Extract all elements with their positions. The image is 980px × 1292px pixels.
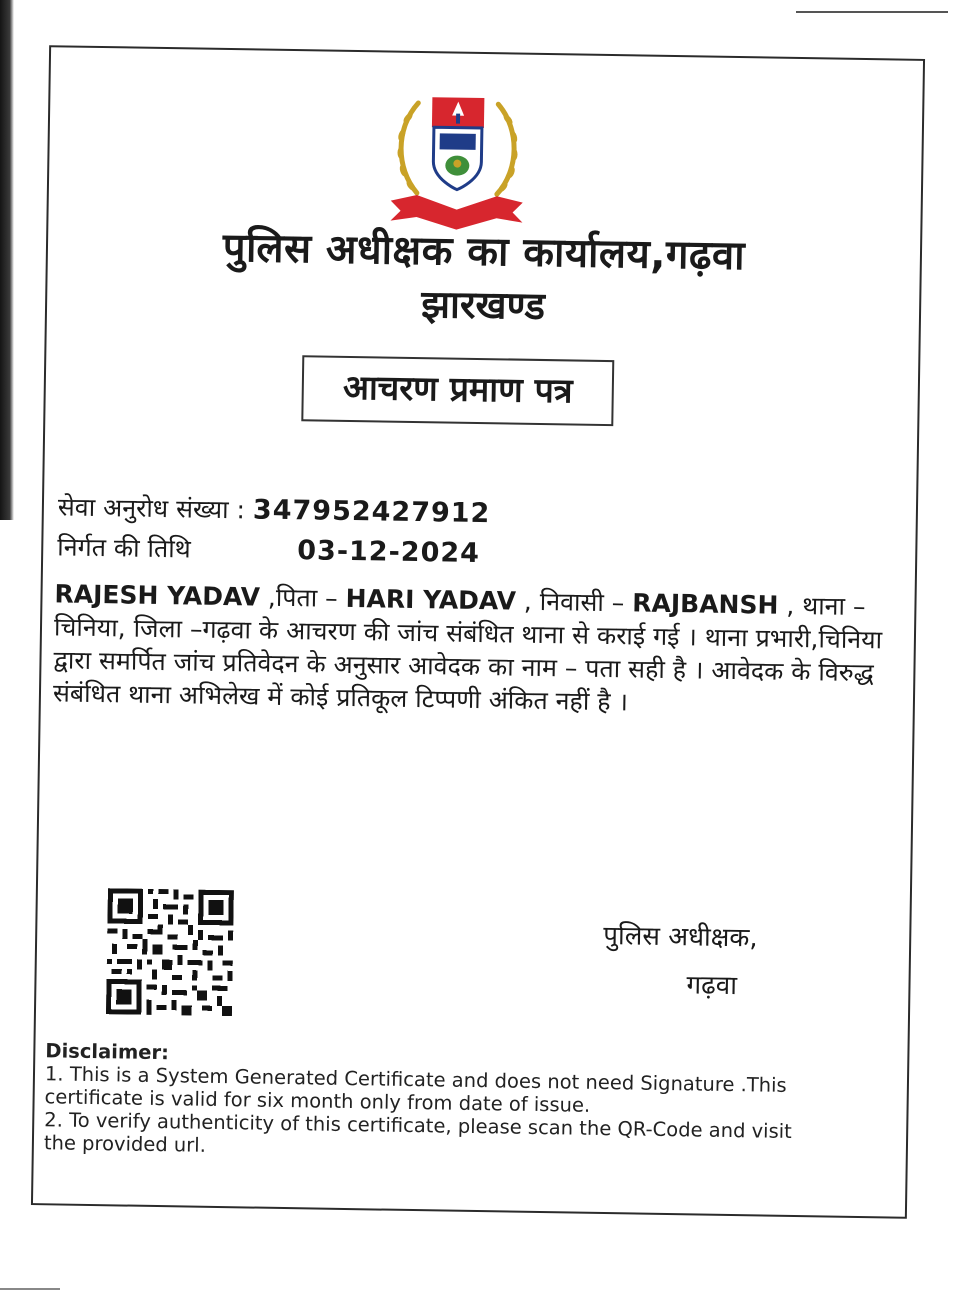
residence-name: RAJBANSH [632, 588, 779, 620]
photo-edge-line [796, 11, 948, 13]
signatory-designation: पुलिस अधीक्षक, [603, 921, 758, 954]
signatory-place: गढ़वा [686, 970, 738, 1002]
police-emblem-icon [376, 82, 538, 234]
residence-prefix: , निवासी – [515, 586, 633, 618]
certificate-sheet [31, 45, 925, 1219]
request-number-row [58, 489, 491, 530]
certificate-title: आचरण प्रमाण पत्र [301, 355, 614, 426]
issue-date-row [57, 529, 481, 570]
request-number-label: सेवा अनुरोध संख्या : [57, 492, 246, 525]
disclaimer-block [44, 1039, 826, 1166]
father-name: HARI YADAV [345, 583, 517, 616]
applicant-name: RAJESH YADAV [54, 579, 261, 612]
verification-paragraph [53, 577, 885, 722]
qr-code-icon[interactable] [106, 888, 234, 1016]
office-state: झारखण्ड [421, 282, 546, 329]
photo-edge-line-bottom [0, 1288, 60, 1290]
disclaimer-heading: Disclaimer: [45, 1039, 170, 1065]
issue-date-value: 03-12-2024 [297, 535, 481, 570]
office-title: पुलिस अधीक्षक का कार्यालय,गढ़वा [222, 224, 746, 280]
issue-date-label: निर्गत की तिथि [57, 532, 191, 564]
photo-edge-shadow [0, 0, 14, 520]
father-prefix: ,पिता – [259, 582, 346, 613]
verification-text: , थाना –चिनिया, जिला –गढ़वा के आचरण की जांच संबंधित थाना से कराई गई । थाना प्रभारी,चिनिया द्वारा समर्पित जांच प्रतिवेदन के अनुसार आवेदक का नाम – पता सही है । आवेदक के विरुद्ध संबंधित थाना अभिलेख में कोई प्रतिकूल टिप्पणी अंकित नहीं है । [52, 590, 883, 717]
disclaimer-point-1: 1. This is a System Generated Certificate and does not need Signature .This certificate is valid for six month only from date of issue. [44, 1062, 787, 1117]
request-number-value: 347952427912 [252, 494, 491, 530]
disclaimer-point-2: 2. To verify authenticity of this certificate, please scan the QR-Code and visit the provided url. [43, 1108, 792, 1157]
